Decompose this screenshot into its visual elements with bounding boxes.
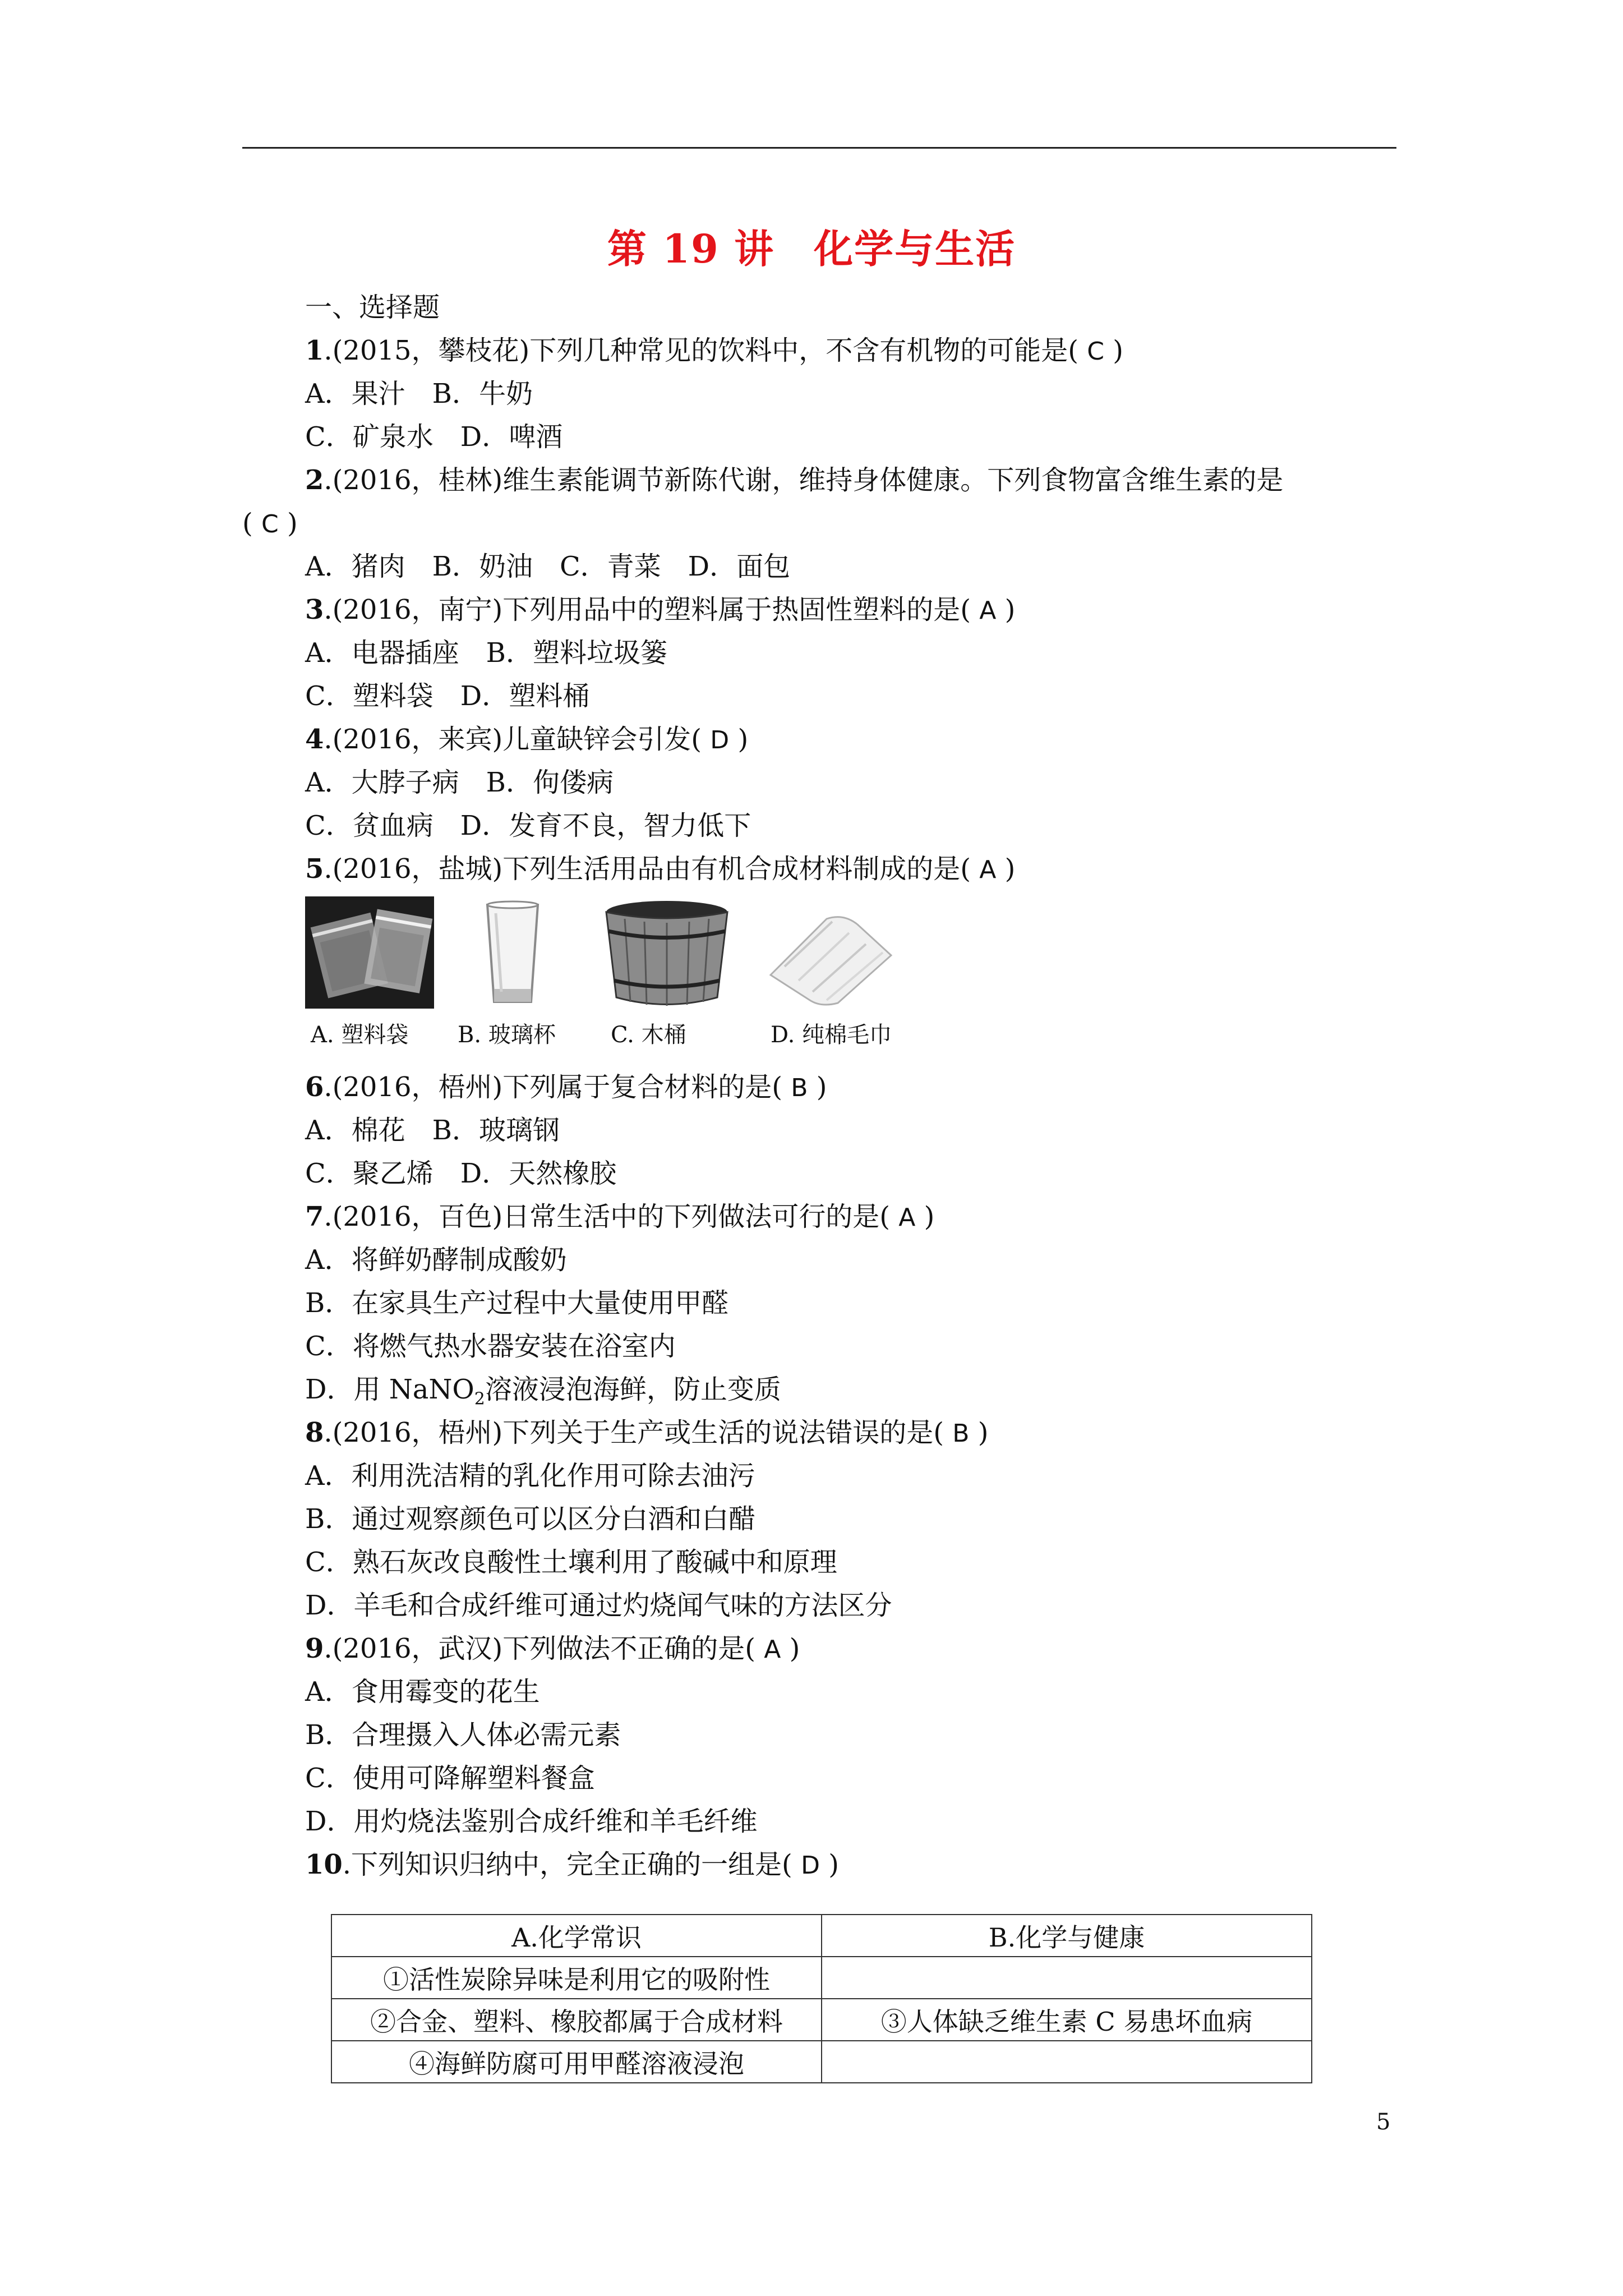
question-3-options-2: C．塑料袋 D．塑料桶 [305, 680, 590, 712]
question-number: 6 [305, 1071, 324, 1103]
question-number: 9 [305, 1633, 324, 1664]
question-7-option-c: C．将燃气热水器安装在浴室内 [305, 1331, 676, 1362]
section-heading: 一、选择题 [305, 292, 440, 323]
table-cell [822, 2041, 1312, 2083]
question-6: 6.(2016，梧州)下列属于复合材料的是( B ) [305, 1071, 827, 1103]
question-5: 5.(2016，盐城)下列生活用品由有机合成材料制成的是( A ) [305, 853, 1016, 885]
header-rule [242, 147, 1396, 149]
cotton-towel-image [759, 896, 900, 1009]
answer: B [791, 1074, 808, 1102]
page-number: 5 [1376, 2109, 1391, 2135]
question-7-option-d: D．用 NaNO$_2$溶液浸泡海鲜，防止变质 [305, 1374, 781, 1409]
question-1-options-2: C．矿泉水 D．啤酒 [305, 421, 563, 453]
question-7: 7.(2016，百色)日常生活中的下列做法可行的是( A ) [305, 1201, 935, 1232]
answer: B [952, 1419, 970, 1448]
knowledge-table [331, 1914, 1312, 2083]
answer: A [979, 596, 997, 625]
question-number: 4 [305, 724, 324, 755]
question-9: 9.(2016，武汉)下列做法不正确的是( A ) [305, 1633, 800, 1664]
question-number: 5 [305, 853, 324, 885]
question-2: 2.(2016，桂林)维生素能调节新陈代谢，维持身体健康。下列食物富含维生素的是 [305, 464, 1284, 496]
figure-caption-a: A. 塑料袋 [311, 1022, 409, 1048]
question-4: 4.(2016，来宾)儿童缺锌会引发( D ) [305, 724, 749, 755]
question-4-options-2: C．贫血病 D．发育不良，智力低下 [305, 810, 751, 841]
table-cell [822, 1957, 1312, 1999]
table-header-a: A.化学常识 [331, 1915, 822, 1957]
question-7-option-a: A．将鲜奶酵制成酸奶 [305, 1244, 567, 1276]
question-number: 1 [305, 335, 324, 366]
question-number: 7 [305, 1201, 324, 1232]
table-cell: ④海鲜防腐可用甲醛溶液浸泡 [331, 2041, 822, 2083]
table-header-b: B.化学与健康 [822, 1915, 1312, 1957]
answer: C [1087, 337, 1105, 366]
lecture-number: 第 19 讲 [607, 226, 775, 272]
question-9-option-d: D．用灼烧法鉴别合成纤维和羊毛纤维 [305, 1806, 758, 1837]
table-cell: ①活性炭除异味是利用它的吸附性 [331, 1957, 822, 1999]
question-6-options-1: A．棉花 B．玻璃钢 [305, 1115, 560, 1146]
table-row [331, 2041, 1312, 2083]
answer: C [261, 510, 279, 539]
answer: D [710, 726, 730, 754]
question-2-answer-line: ( C ) [242, 508, 298, 539]
question-number: 3 [305, 594, 324, 625]
answer: A [764, 1635, 781, 1664]
question-8-option-a: A．利用洗洁精的乳化作用可除去油污 [305, 1460, 755, 1492]
table-row [331, 1915, 1312, 1957]
page-title [0, 218, 1623, 274]
lecture-topic: 化学与生活 [814, 226, 1016, 272]
answer: A [898, 1203, 916, 1232]
question-5-figures [305, 891, 1396, 1066]
question-9-option-a: A．食用霉变的花生 [305, 1676, 540, 1708]
question-8-option-d: D．羊毛和合成纤维可通过灼烧闻气味的方法区分 [305, 1590, 892, 1621]
table-row [331, 1999, 1312, 2041]
wooden-bucket-image [600, 896, 734, 1009]
plastic-bag-image [305, 896, 434, 1009]
question-3-options-1: A．电器插座 B．塑料垃圾篓 [305, 637, 667, 669]
figure-caption-b: B. 玻璃杯 [458, 1022, 556, 1048]
question-1: 1.(2015，攀枝花)下列几种常见的饮料中，不含有机物的可能是( C ) [305, 335, 1124, 366]
answer: A [979, 855, 997, 884]
table-row [331, 1957, 1312, 1999]
question-3: 3.(2016，南宁)下列用品中的塑料属于热固性塑料的是( A ) [305, 594, 1016, 625]
table-cell: ③人体缺乏维生素 C 易患坏血病 [822, 1999, 1312, 2041]
question-number: 8 [305, 1417, 324, 1448]
question-1-options-1: A．果汁 B．牛奶 [305, 378, 533, 409]
answer: D [801, 1851, 820, 1880]
question-8-option-b: B．通过观察颜色可以区分白酒和白醋 [305, 1503, 756, 1535]
question-8-option-c: C．熟石灰改良酸性土壤利用了酸碱中和原理 [305, 1547, 837, 1578]
question-6-options-2: C．聚乙烯 D．天然橡胶 [305, 1158, 617, 1189]
table-cell: ②合金、塑料、橡胶都属于合成材料 [331, 1999, 822, 2041]
question-9-option-b: B．合理摄入人体必需元素 [305, 1719, 621, 1751]
glass-cup-image [471, 896, 555, 1009]
question-2-options: A．猪肉 B．奶油 C．青菜 D．面包 [305, 551, 791, 582]
question-7-option-b: B．在家具生产过程中大量使用甲醛 [305, 1287, 729, 1319]
question-list [242, 286, 1396, 1887]
question-number: 10 [305, 1849, 343, 1880]
figure-caption-c: C. 木桶 [611, 1022, 686, 1048]
question-8: 8.(2016，梧州)下列关于生产或生活的说法错误的是( B ) [305, 1417, 989, 1448]
question-10: 10.下列知识归纳中，完全正确的一组是( D ) [305, 1849, 839, 1880]
question-number: 2 [305, 464, 324, 496]
question-4-options-1: A．大脖子病 B．佝偻病 [305, 767, 614, 798]
figure-caption-d: D. 纯棉毛巾 [771, 1022, 892, 1048]
question-9-option-c: C．使用可降解塑料餐盒 [305, 1763, 595, 1794]
